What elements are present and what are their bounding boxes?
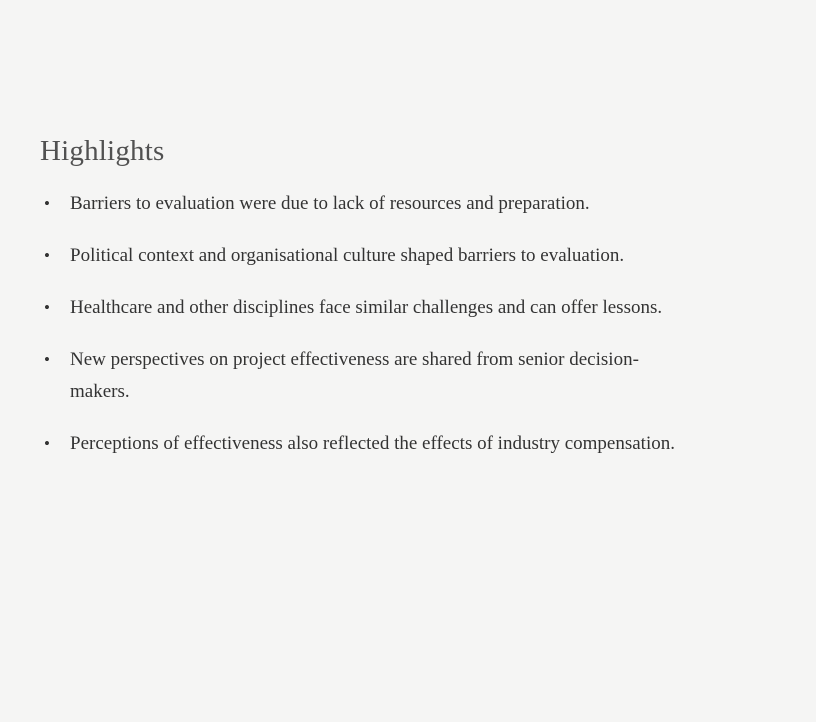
bullet-icon: • xyxy=(44,194,50,213)
highlights-title: Highlights xyxy=(40,135,165,167)
bullet-icon: • xyxy=(44,350,50,369)
bullet-icon: • xyxy=(44,246,50,265)
highlight-item xyxy=(40,188,692,220)
highlight-item-text: Perceptions of effectiveness also reflected the effects of industry compensation. xyxy=(70,433,675,454)
highlight-item xyxy=(40,292,692,324)
highlight-item xyxy=(40,240,692,272)
highlight-item xyxy=(40,428,692,460)
highlight-item-text: Barriers to evaluation were due to lack of resources and preparation. xyxy=(70,193,590,214)
highlight-item-text: Healthcare and other disciplines face similar challenges and can offer lessons. xyxy=(70,297,663,318)
highlight-item-text: New perspectives on project effectiveness are shared from senior decision-makers. xyxy=(70,349,639,402)
bullet-icon: • xyxy=(44,434,50,453)
highlight-item-text: Political context and organisational culture shaped barriers to evaluation. xyxy=(70,245,625,266)
highlight-item xyxy=(40,344,692,408)
bullet-icon: • xyxy=(44,298,50,317)
highlights-list xyxy=(40,188,692,460)
